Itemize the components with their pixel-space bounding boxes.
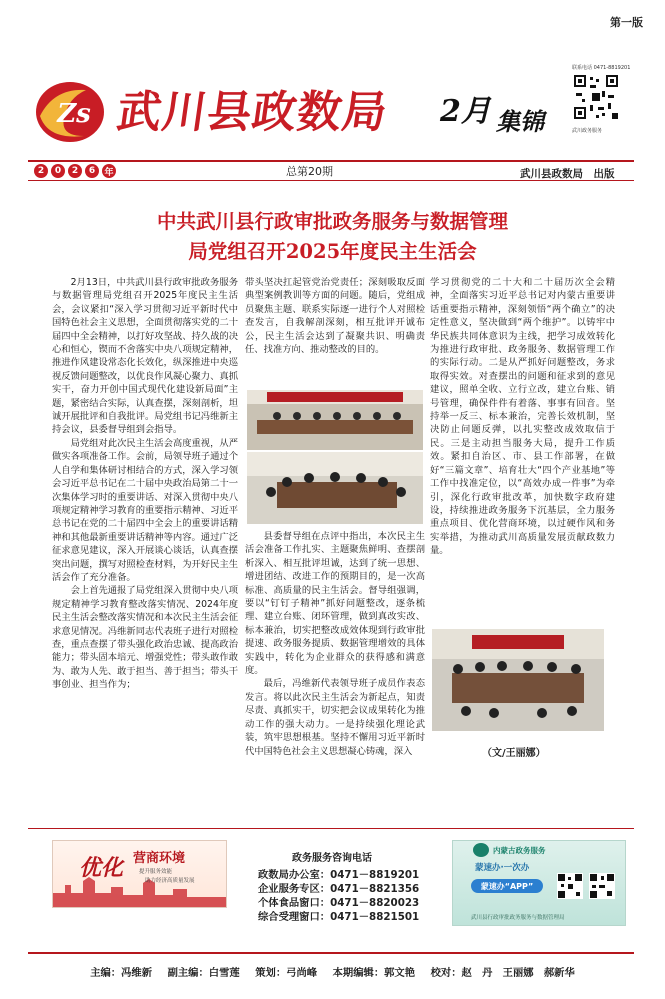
qr-code-icon <box>557 873 583 899</box>
business-environment-ad <box>52 840 227 908</box>
hotline-number: 0471－8821501 <box>330 911 420 923</box>
qr-top-text: 联系电话 0471-8819201 <box>572 65 631 71</box>
year-digit: 6 <box>85 164 99 178</box>
paper-name: 武川县政数局 <box>113 87 391 138</box>
article-column-2-bottom <box>245 530 425 758</box>
paragraph: 局党组对此次民主生活会高度重视，从严做实各项准备工作。会前，局领导班子通过个人自学和集体研讨相结合的方式，深入学习领会习近平总书记在二十届中央政治局第二十一次集体学习时的重要讲话、对深入贯彻中央八项规定精神学习教育的重要指示精神、习近平总书记在党的二十届四中全会上的重要讲话精神和其他最新重要讲话精神等内容。通过广泛征求意见建议，深入开展谈心谈话，认真查摆突出问题，撰写对照检查材料，为开好民主生活会作了充分准备。 <box>52 437 238 583</box>
article-column-2-top <box>245 276 425 356</box>
ad-left-subhead: 营商环境 <box>133 851 186 866</box>
mengsuban-app-ad <box>452 840 626 926</box>
year-digit: 2 <box>34 164 48 178</box>
paragraph: 2月13日，中共武川县行政审批政务服务与数据管理局党组召开2025年度民主生活会，会议紧扣“深入学习贯彻习近平新时代中国特色社会主义思想，全面贯彻落实党的二十届四中全会精神，以打好攻坚战、持久战的决心和恒心，锲而不舍落实中央八项规定精神，推进作风建设常态化长效化，纵深推进中央巡视反馈问题整改，以优良作风凝心聚力、真抓实干，奋力开创中国式现代化建设新局面”主题，紧密结合实际，认真查摆，深刻剖析，坦诚开展批评和自我批评。局党组书记冯维新主持会议，县委督导组到会指导。 <box>52 277 238 436</box>
meeting-photo <box>432 629 604 731</box>
planner: 策划：弓尚峰 <box>255 967 318 979</box>
hotline-row <box>258 866 419 881</box>
ad-right-app-badge: 蒙速办“APP” <box>471 879 543 893</box>
qr-code-icon <box>589 873 615 899</box>
gov-service-logo-icon <box>473 843 489 857</box>
article-credit: （文/王丽娜） <box>482 748 546 759</box>
paragraph: 县委督导组在点评中指出，本次民主生活会准备工作扎实、主题聚焦鲜明、查摆剖析深入、相互批评坦诚，达到了统一思想、增进团结、改进工作的预期目的，是一次高标准、高质量的民主生活会。督导组强调，要以“钉钉子精神”抓好问题整改，逐条梳理、建立台账、闭环管理，做到真改实改、标本兼治，切实把整改成效体现到行政审批提速、政务服务提质、数据管理增效的具体实践中，转化为企业群众的获得感和满意度。 <box>245 531 425 677</box>
hotline-row <box>258 908 419 923</box>
total-issue: 总第20期 <box>286 165 333 178</box>
page-label: 第一版 <box>610 16 643 29</box>
article-title-line1: 中共武川县行政审批政务服务与数据管理 <box>156 210 508 233</box>
year-digit: 0 <box>51 164 65 178</box>
article-column-1 <box>52 276 238 692</box>
issue-collection: 集锦 <box>496 107 544 136</box>
hotline-number: 0471－8819201 <box>330 869 420 881</box>
masthead-rule <box>28 160 634 162</box>
article-title-line2: 局党组召开2025年度民主生活会 <box>188 240 477 263</box>
ad-right-brand: 内蒙古政务服务 <box>493 846 546 855</box>
paragraph: 带头坚决扛起管党治党责任；深刻吸取反面典型案例教训等方面的问题。随后，党组成员聚焦主题、联系实际逐一进行个人对照检查发言，自我解剖深刻，相互批评开诚布公，民主生活会达到了凝聚共识、明确责任、找准方向、推动整改的目的。 <box>245 277 425 356</box>
hotline-row <box>258 894 419 909</box>
article-column-3 <box>430 276 615 558</box>
footer-rule <box>28 952 634 954</box>
qr-code-block <box>572 64 631 134</box>
meeting-photo <box>247 452 423 524</box>
paragraph: 会上首先通报了局党组深入贯彻中央八项规定精神学习教育整改落实情况、2024年度民主生活会整改落实情况和本次民主生活会征求意见情况。冯维新同志代表班子进行对照检查，重点查摆了带头强化政治忠诚、提高政治能力；带头固本培元、增强党性；带头敢作敢为、敢为人先、敢于担当、善于担当；带头干事创业、担当作为； <box>52 585 238 691</box>
proofreaders: 校对：赵 丹 王丽娜 郝新华 <box>430 967 575 979</box>
hotline-number: 0471－8820023 <box>330 897 420 909</box>
paragraph: 学习贯彻党的二十大和二十届历次全会精神，全面落实习近平总书记对内蒙古重要讲话重要指示精神，深刻领悟“两个确立”的决定性意义，坚决做到“两个维护”。以铸牢中华民族共同体意识为主线，把学习成效转化为推进行政审批、政务服务、数据管理工作的实际行动。二是从严抓好问题整改，务求取得实效。对查摆出的问题和征求到的意见建议，照单全收、立行立改，建立台账、销号管理，确保件件有着落、事事有回音。坚持举一反三、标本兼治，完善长效机制，坚决防止问题反弹，以扎实整改成效取信于民。三是主动担当服务大局，提升工作质效。紧扣自治区、市、县工作部署，在做好“三篇文章”、培育壮大“四个产业基地”等工作中找准定位，以“高效办成一件事”为牵引，深化行政审批改革，加快数字政府建设，持续推进政务服务下沉基层，全力服务重点项目、优化营商环境，以过硬作风和务实举措，为推动武川高质量发展贡献政数力量。 <box>430 277 615 557</box>
hotline-label: 综合受理窗口： <box>258 911 331 923</box>
ad-left-headline: 优化 <box>79 855 124 881</box>
year-digit: 2 <box>68 164 82 178</box>
paragraph: 最后，冯维新代表领导班子成员作表态发言。将以此次民主生活会为新起点，知责尽责、真抓实干，切实把会议成果转化为推动工作的强大动力。一是持续强化理论武装，筑牢思想根基。坚持不懈用习近平新时代中国特色社会主义思想凝心铸魂，深入 <box>245 678 425 757</box>
year-suffix: 年 <box>102 164 116 178</box>
qr-bottom-text: 武川政务服务 <box>572 128 603 134</box>
hotline-label: 企业服务专区： <box>258 883 331 895</box>
logo-icon <box>34 78 106 144</box>
ad-left-slogan: 提升服务效能 <box>139 869 173 875</box>
year-badges <box>34 164 116 178</box>
issue-editor: 本期编辑：郭文艳 <box>332 967 416 979</box>
ad-band-rule <box>28 828 634 829</box>
svg-text:Zs: Zs <box>57 99 91 129</box>
ad-right-footer: 武川县行政审批政务服务与数据管理局 <box>471 915 565 921</box>
issue-month: 2月 <box>440 94 491 129</box>
hotline-label: 个体食品窗口： <box>258 897 331 909</box>
qr-code-icon <box>572 73 620 121</box>
meeting-photo <box>247 390 423 450</box>
publisher: 武川县政数局 出版 <box>520 168 615 180</box>
hotline-title: 政务服务咨询电话 <box>292 853 372 864</box>
staff-credits <box>0 964 665 979</box>
ad-right-slogan: 蒙速办·一次办 <box>475 863 530 873</box>
chief-editor: 主编：冯维新 <box>90 967 152 979</box>
hotline-number: 0471－8821356 <box>330 883 420 895</box>
ad-left-slogan: 助力经济高质量发展 <box>145 878 195 884</box>
deputy-editor: 副主编：白雪莲 <box>167 967 240 979</box>
masthead-rule <box>28 180 634 181</box>
hotline-label: 政数局办公室： <box>258 869 331 881</box>
hotline-row <box>258 880 419 895</box>
